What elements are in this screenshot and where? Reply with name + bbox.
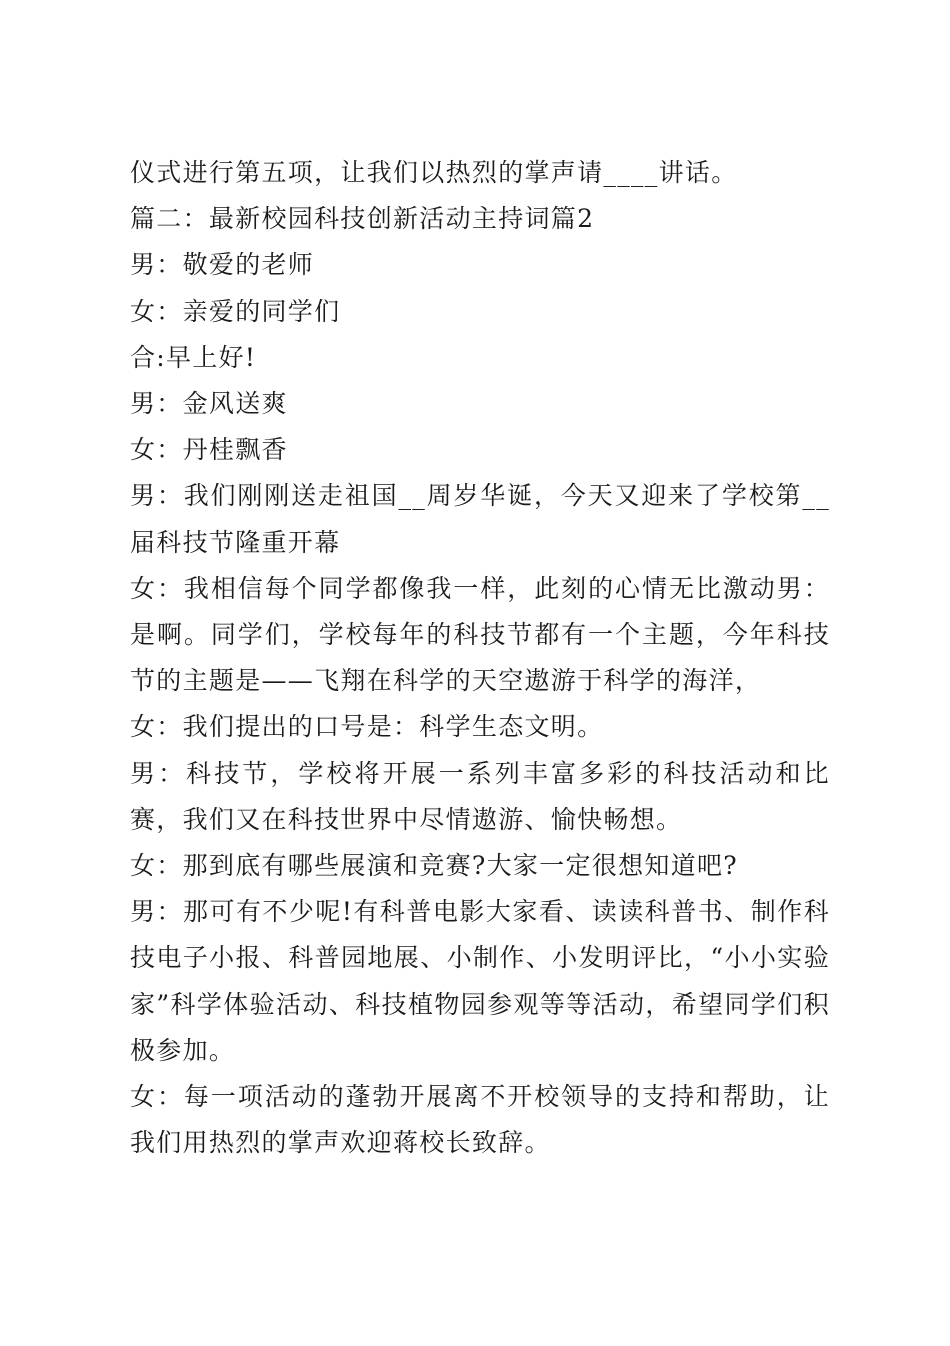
paragraph-male-festival-opening: 男：我们刚刚送走祖国__周岁华诞，今天又迎来了学校第__届科技节隆重开幕 — [130, 481, 830, 557]
paragraph-female-osmanthus: 女：丹桂飘香 — [130, 435, 288, 465]
paragraph-female-question: 女：那到底有哪些展演和竞赛?大家一定很想知道吧? — [130, 851, 739, 881]
paragraph-together-good-morning: 合:早上好! — [130, 342, 257, 372]
paragraph-female-welcome-principal: 女：每一项活动的蓬勃开展离不开校领导的支持和帮助，让我们用热烈的掌声欢迎蒋校长致辞。 — [130, 1082, 830, 1158]
paragraph-male-greeting-teachers: 男：敬爱的老师 — [130, 250, 315, 280]
paragraph-female-greeting-students: 女：亲爱的同学们 — [130, 296, 341, 326]
paragraph-male-autumn-wind: 男：金风送爽 — [130, 389, 288, 419]
paragraph-male-activities-list: 男：那可有不少呢!有科普电影大家看、读读科普书、制作科技电子小报、科普园地展、小制作、小发明评比，“小小实验家”科学体验活动、科技植物园参观等等活动，希望同学们积极参加。 — [130, 897, 830, 1065]
paragraph-ceremony-item-five: 仪式进行第五项，让我们以热烈的掌声请____讲话。 — [130, 158, 738, 187]
document-body — [130, 150, 830, 1166]
paragraph-male-activities-intro: 男：科技节，学校将开展一系列丰富多彩的科技活动和比赛，我们又在科技世界中尽情遨游、愉快畅想。 — [130, 758, 830, 834]
paragraph-female-excitement-theme: 女：我相信每个同学都像我一样，此刻的心情无比激动男：是啊。同学们，学校每年的科技节都有一个主题，今年科技节的主题是——飞翔在科学的天空遨游于科学的海洋， — [130, 573, 830, 696]
paragraph-section-title: 篇二：最新校园科技创新活动主持词篇2 — [130, 204, 595, 234]
paragraph-female-slogan: 女：我们提出的口号是：科学生态文明。 — [130, 712, 604, 742]
